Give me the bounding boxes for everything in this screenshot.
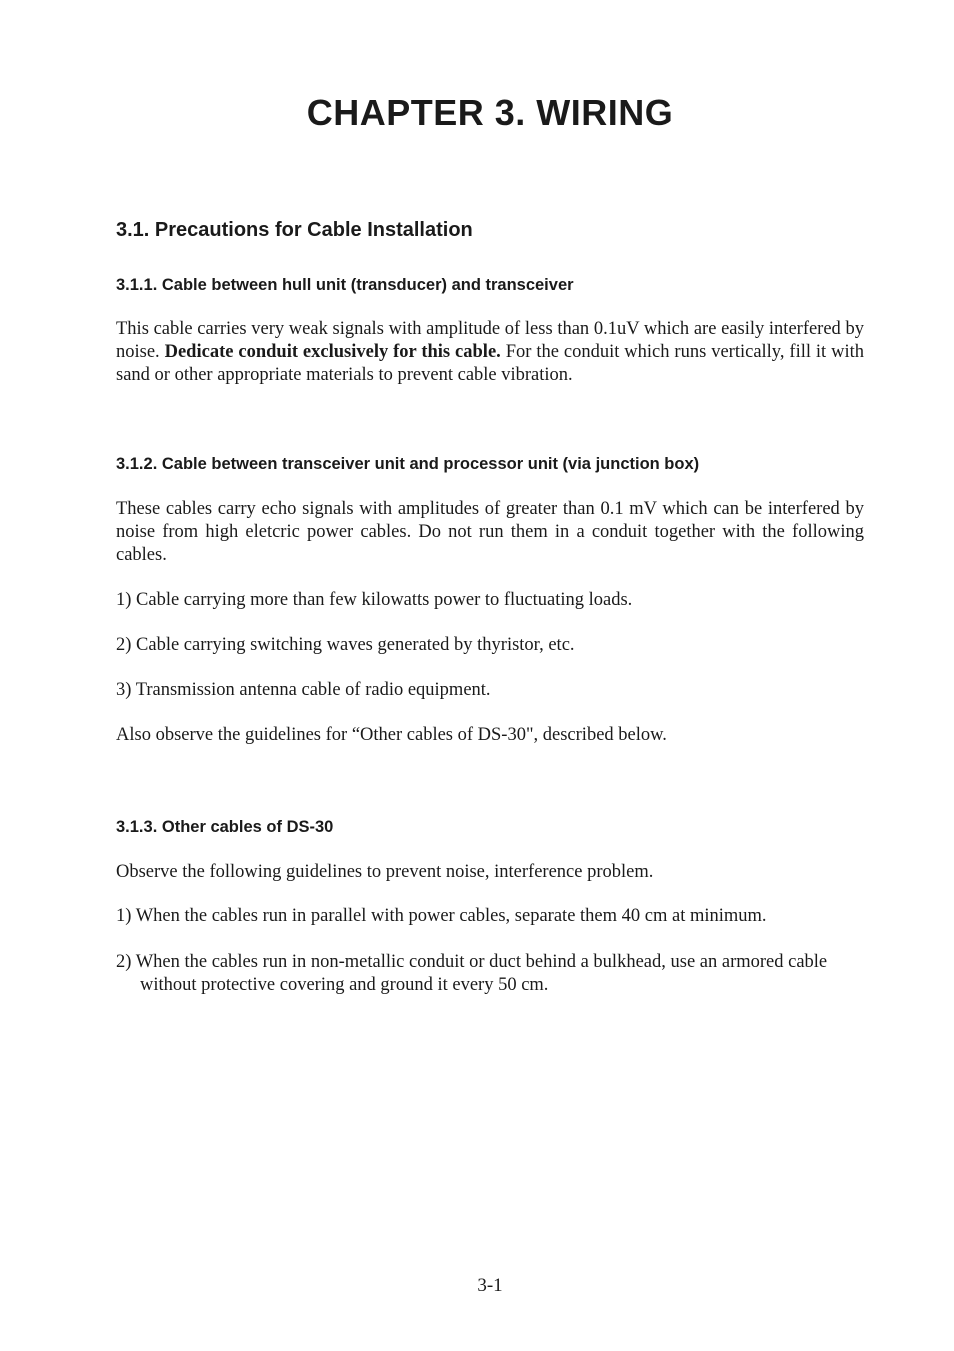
section-3-1-3-heading: 3.1.3. Other cables of DS-30 — [116, 818, 334, 836]
section-3-1-1-text-part1: This cable carries very weak signals with amplitude of less than 0.1uV which are easily interfered by noise. — [116, 319, 864, 362]
section-3-1-2-heading: 3.1.2. Cable between transceiver unit and processor unit (via junction box) — [116, 455, 700, 473]
section-3-1-2-note: Also observe the guidelines for “Other cables of DS-30", described below. — [116, 725, 667, 745]
section-3-1-1-bold-text: Dedicate conduit exclusively for this cable. — [164, 342, 501, 362]
section-3-1-2-item-3: 3) Transmission antenna cable of radio equipment. — [116, 680, 491, 700]
section-3-1-2-item-1: 1) Cable carrying more than few kilowatts power to fluctuating loads. — [116, 590, 633, 610]
section-3-1-3-item-1: 1) When the cables run in parallel with power cables, separate them 40 cm at minimum. — [116, 906, 767, 926]
section-3-1-3-item-2: 2) When the cables run in non-metallic conduit or duct behind a bulkhead, use an armored cable without protective covering and ground it every 50 cm. — [116, 952, 828, 995]
section-3-1-heading: 3.1. Precautions for Cable Installation — [116, 219, 473, 241]
section-3-1-3-intro: Observe the following guidelines to prevent noise, interference problem. — [116, 862, 654, 882]
page-number: 3-1 — [477, 1275, 503, 1296]
section-3-1-1-heading: 3.1.1. Cable between hull unit (transducer) and transceiver — [116, 276, 574, 294]
section-3-1-1-text-part2: For the conduit which runs vertically, fill it with sand or other appropriate materials to prevent cable vibration. — [116, 342, 865, 385]
chapter-title: CHAPTER 3. WIRING — [306, 92, 674, 133]
section-3-1-2-item-2: 2) Cable carrying switching waves generated by thyristor, etc. — [116, 635, 575, 655]
section-3-1-1-paragraph — [116, 318, 864, 387]
section-3-1-2-intro: These cables carry echo signals with amplitudes of greater than 0.1 mV which can be interfered by noise from high eletcric power cables. Do not run them in a conduit together with the following cables. — [116, 499, 864, 565]
